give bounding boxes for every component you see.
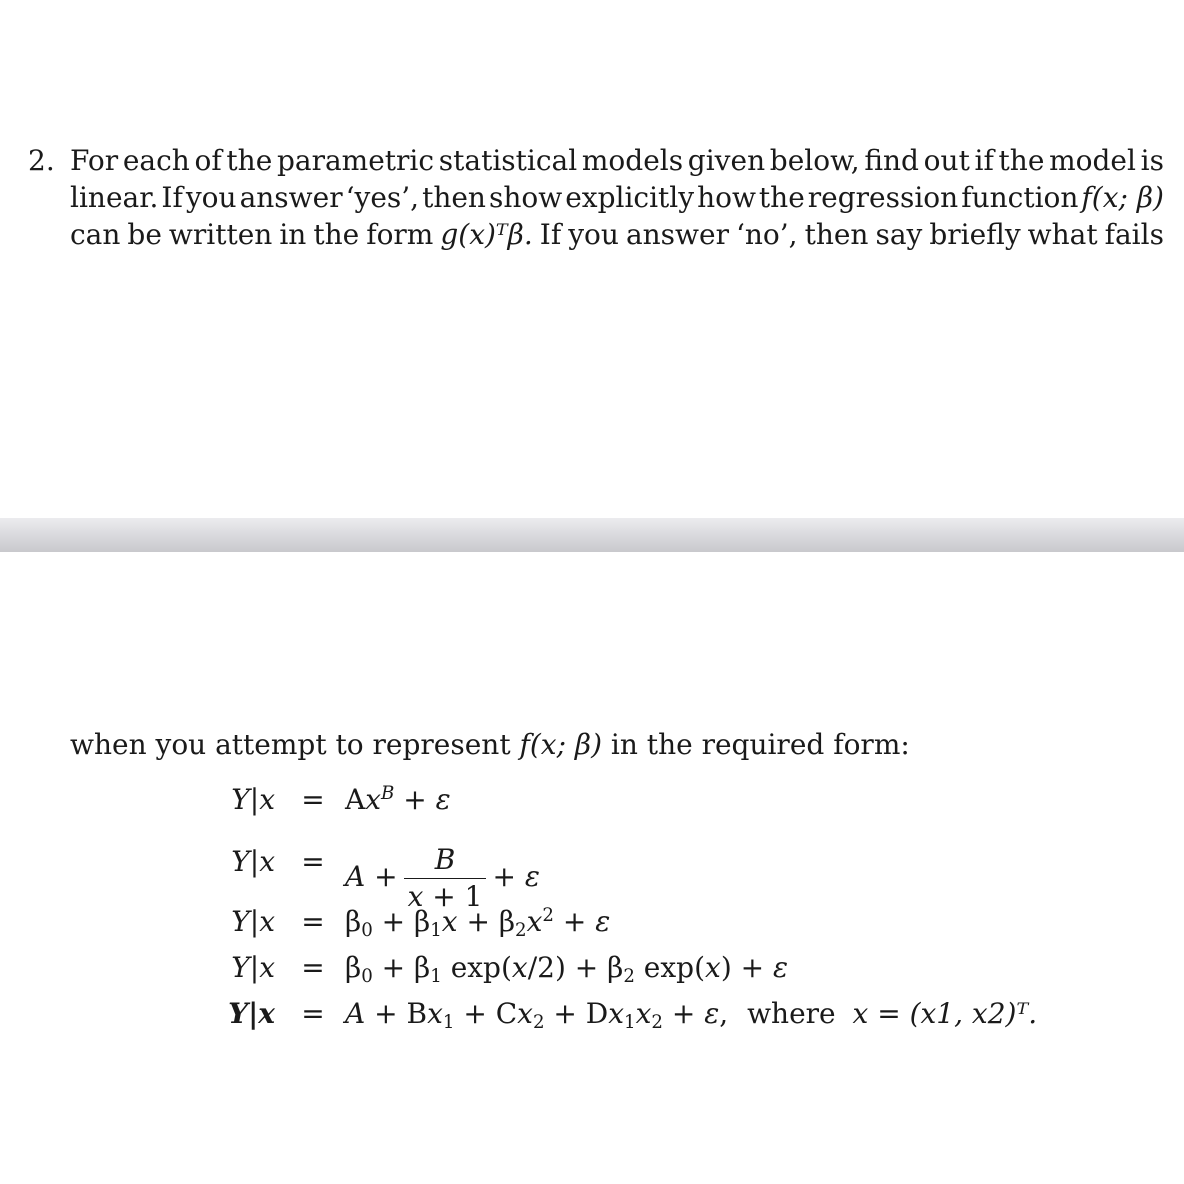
eq5-lhs: Y|x (228, 997, 275, 1030)
eq2-equals: = (301, 845, 325, 878)
page-top (0, 0, 1184, 518)
eq5-rhs-expr: $A + Bx_1 + Cx_2 + Dx_1x_2 + \varepsilon$, (345, 997, 729, 1033)
eq1-equals: = (301, 783, 325, 816)
eq1-lhs: Y|x (231, 783, 275, 816)
eq1-rhs: $Ax^B + \varepsilon$ (345, 783, 451, 816)
eq2-rhs: A + $\frac{B}{x + 1}$ + ε (345, 843, 540, 913)
question-line-1: For each of the parametric statistical models given below, find out if the model is (70, 144, 1164, 177)
question-line-2: linear. If you answer ‘yes’, then show explicitly how the regression function f(x; β) (70, 181, 1164, 214)
eq5-where-expr: x = (x1, x2)ᵀ. (852, 997, 1038, 1030)
linear-form-expr: g(x)ᵀβ. (440, 218, 533, 251)
continuation-text: when you attempt to represent f(x; β) in the required form: (70, 728, 910, 761)
eq2-fraction: $\frac{B}{x + 1}$ (404, 842, 487, 915)
regression-function-expr-2: f(x; β) (519, 728, 603, 761)
eq4-rhs: $\beta_0 + \beta_1$ $\exp(x/2) + \beta_2$ exp(x) + ε (345, 951, 789, 987)
regression-function-expr: f(x; β) (1081, 181, 1164, 214)
eq5-rhs (345, 994, 1037, 1034)
eq4-equals: = (301, 951, 325, 984)
eq2-lhs: Y|x (231, 845, 275, 878)
question-number: 2. (28, 144, 55, 177)
eq3-equals: = (301, 905, 325, 938)
page-bottom (0, 552, 1184, 1184)
eq5-where: where (747, 997, 836, 1030)
eq3-lhs: Y|x (231, 905, 275, 938)
page-break-divider (0, 518, 1184, 552)
eq4-lhs: Y|x (231, 951, 275, 984)
eq3-rhs: $\beta_0 + \beta_1x + \beta_2x^2 + \varepsilon$ (345, 905, 611, 941)
eq5-equals: = (301, 997, 325, 1030)
question-line-3: can be written in the form g(x)ᵀβ. If you answer ‘no’, then say briefly what fails (70, 218, 1164, 251)
